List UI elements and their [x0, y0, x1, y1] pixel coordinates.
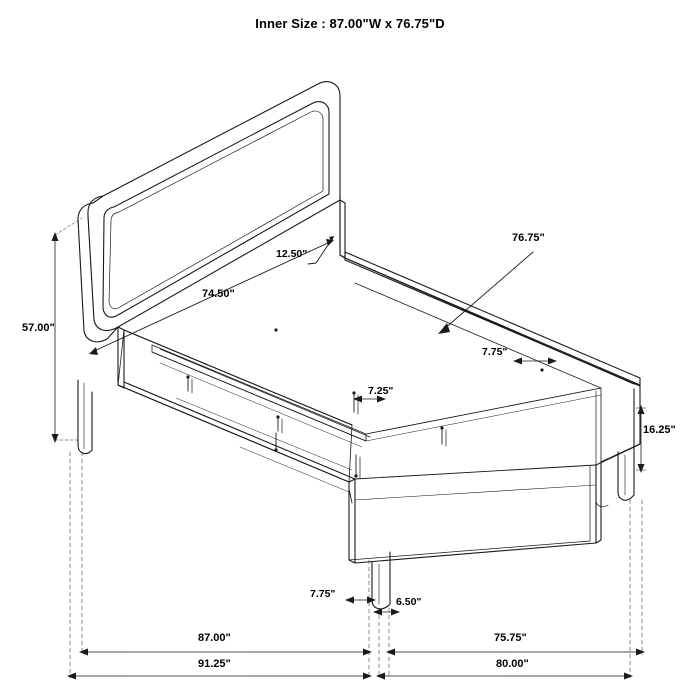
dimension-label-headboard-panel-width: 74.50": [202, 288, 235, 300]
dimension-label-overall-width: 91.25": [198, 658, 231, 670]
dimension-label-inner-width: 87.00": [198, 632, 231, 644]
dimension-label-leg-offset: 7.75": [310, 588, 336, 600]
dimension-label-leg-width: 6.50": [396, 596, 422, 608]
dimension-label-inner-side-depth: 75.75": [494, 632, 527, 644]
dimension-label-headboard-panel-thickness: 12.50": [276, 248, 308, 260]
dimension-label-inner-depth: 76.75": [512, 232, 545, 244]
dimension-label-height-overall: 57.00": [22, 322, 55, 334]
dimension-label-overall-depth: 80.00": [496, 658, 529, 670]
dimension-label-clearance-under-rail: 16.25": [643, 424, 676, 436]
dimension-label-side-rail-height: 7.75": [482, 346, 508, 358]
dimension-label-slat-spacing: 7.25": [368, 385, 394, 397]
page-title: Inner Size : 87.00"W x 76.75"D: [255, 16, 445, 31]
